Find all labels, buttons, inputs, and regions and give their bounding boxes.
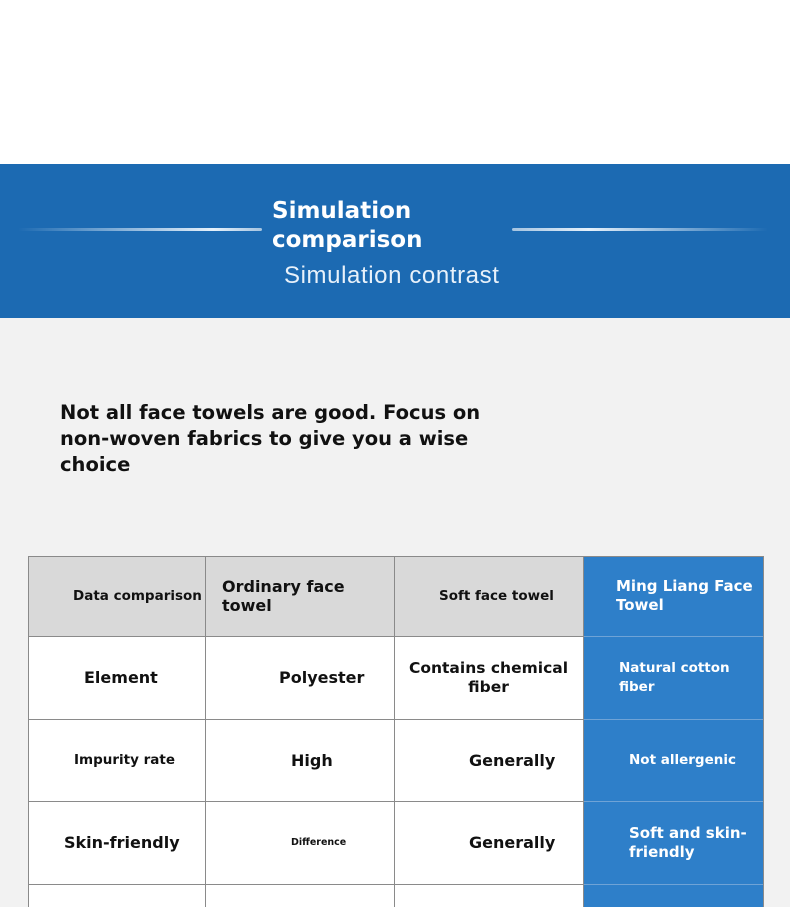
- table-header-cell: [205, 556, 394, 636]
- table-grid-line: [205, 556, 206, 907]
- banner-subtitle: Simulation contrast: [284, 262, 500, 289]
- header-label: Soft face towel: [439, 587, 554, 604]
- table-cell: [28, 636, 205, 719]
- banner-divider-right: [512, 228, 768, 231]
- banner-title: Simulation comparison: [272, 198, 423, 253]
- header-label: Ming Liang Face Towel: [616, 577, 753, 614]
- table-cell-highlight: [583, 636, 764, 719]
- table-cell: [394, 719, 583, 801]
- cell-value: Polyester: [279, 668, 365, 687]
- table-cell: [205, 636, 394, 719]
- cell-value: Generally: [469, 833, 556, 852]
- table-grid-line: [763, 556, 764, 907]
- table-grid-line: [28, 556, 29, 907]
- table-cell: [28, 719, 205, 801]
- table-header-cell: [28, 556, 205, 636]
- cell-value: Not allergenic: [629, 751, 736, 768]
- comparison-table: [28, 556, 764, 907]
- table-cell: [28, 884, 583, 907]
- table-cell-highlight: [583, 801, 764, 884]
- table-grid-line-highlight: [584, 636, 763, 637]
- banner-divider-left: [18, 228, 262, 231]
- table-grid-line-highlight: [584, 801, 763, 802]
- cell-value: Soft and skin-friendly: [629, 823, 747, 861]
- cell-label: Impurity rate: [74, 751, 175, 768]
- table-cell: [205, 719, 394, 801]
- table-header-cell: [394, 556, 583, 636]
- table-grid-line-highlight: [584, 719, 763, 720]
- table-grid-line: [583, 556, 584, 907]
- header-label: Ordinary face towel: [222, 577, 345, 615]
- table-cell-highlight: [583, 719, 764, 801]
- cell-value: Contains chemical fiber: [408, 658, 569, 696]
- table-cell: [394, 801, 583, 884]
- table-cell: [28, 801, 205, 884]
- section-banner: [0, 164, 790, 318]
- cell-value: High: [291, 750, 333, 770]
- table-cell: [205, 801, 394, 884]
- top-blank-area: [0, 0, 790, 164]
- cell-label: Skin-friendly: [64, 833, 180, 852]
- table-grid-line-highlight: [584, 884, 763, 885]
- table-grid-line: [394, 556, 395, 907]
- table-cell-highlight: [583, 884, 764, 907]
- comparison-headline: Not all face towels are good. Focus on non-woven fabrics to give you a wise choice: [60, 401, 481, 476]
- table-header-cell-highlight: [583, 556, 764, 636]
- cell-label: Element: [84, 668, 158, 687]
- table-grid-line: [28, 556, 764, 557]
- cell-value: Difference: [291, 837, 347, 848]
- table-cell: [394, 636, 583, 719]
- header-label: Data comparison: [73, 587, 202, 604]
- cell-value: Generally: [469, 750, 556, 770]
- cell-value: Natural cotton fiber: [619, 659, 730, 695]
